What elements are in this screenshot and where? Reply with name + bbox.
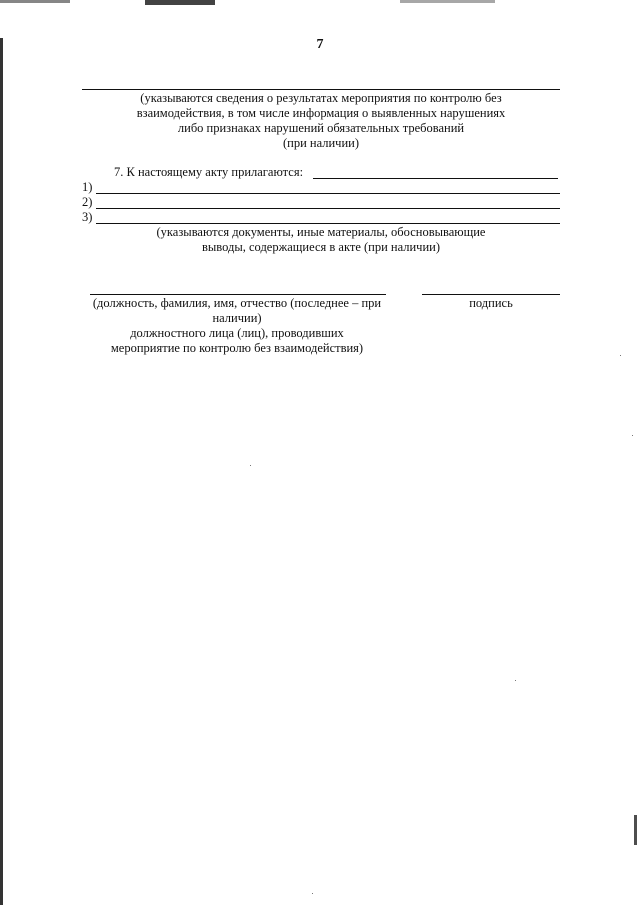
attachments-heading-line — [313, 178, 558, 179]
attachments-note-line-2: выводы, содержащиеся в акте (при наличии) — [201, 240, 441, 254]
official-note-line-1: (должность, фамилия, имя, отчество (последнее – при — [92, 296, 382, 310]
scan-artifact-top-left — [0, 0, 70, 3]
results-note-line-2: взаимодействия, в том числе информация о выявленных нарушениях — [136, 106, 506, 120]
attachments-heading: 7. К настоящему акту прилагаются: — [114, 165, 304, 179]
official-signature-line — [90, 294, 386, 295]
official-note-line-3: должностного лица (лиц), проводивших — [130, 326, 344, 340]
official-note — [82, 296, 392, 356]
results-note — [82, 91, 560, 151]
results-note-line-3: либо признаках нарушений обязательных требований — [177, 121, 465, 135]
attachments-note — [82, 225, 560, 255]
attachment-item-1-number: 1) — [82, 180, 93, 194]
scan-artifact-top-center — [145, 0, 215, 5]
attachment-item-2-line — [96, 208, 560, 209]
page-number: 7 — [316, 37, 324, 52]
signature-label: подпись — [469, 296, 513, 310]
attachment-item-3-number: 3) — [82, 210, 93, 224]
attachments-note-line-1: (указываются документы, иные материалы, обосновывающие — [156, 225, 486, 239]
results-note-line-1: (указываются сведения о результатах мероприятия по контролю без — [140, 91, 502, 105]
scan-artifact-left-edge — [0, 38, 3, 905]
official-note-line-4: мероприятие по контролю без взаимодействия) — [110, 341, 364, 355]
scan-artifact-right-mark — [634, 815, 637, 845]
signature-line — [422, 294, 560, 295]
official-note-line-2: наличии) — [212, 311, 262, 325]
attachment-item-1-line — [96, 193, 560, 194]
attachment-item-2-number: 2) — [82, 195, 93, 209]
results-note-line-4: (при наличии) — [282, 136, 360, 150]
scan-artifact-top-right — [400, 0, 495, 3]
results-blank-line — [82, 89, 560, 90]
attachment-item-3-line — [96, 223, 560, 224]
